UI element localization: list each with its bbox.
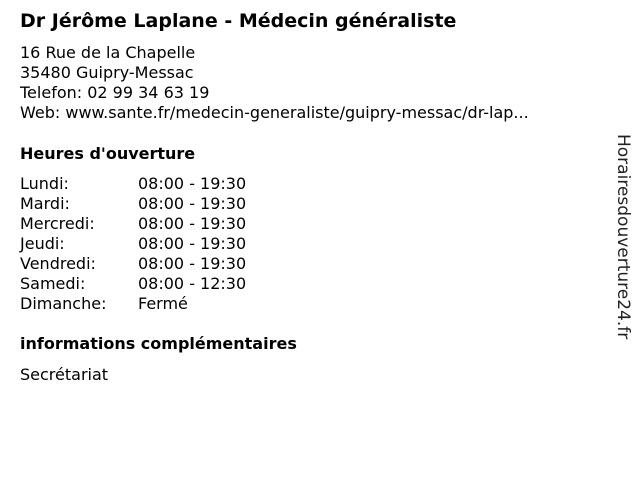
website-link[interactable]: Web: www.sante.fr/medecin-generaliste/guipry-messac/dr-lap... (20, 103, 529, 122)
time-value: 08:00 - 19:30 (138, 234, 247, 253)
hours-row-wednesday (20, 214, 246, 234)
opening-hours-table (20, 174, 246, 314)
address-street: 16 Rue de la Chapelle (20, 43, 196, 62)
day-label: Mercredi: (20, 214, 95, 233)
additional-info-heading: informations complémentaires (20, 334, 297, 353)
day-label: Lundi: (20, 174, 69, 193)
hours-row-monday (20, 174, 246, 194)
day-label: Mardi: (20, 194, 70, 213)
day-label: Jeudi: (20, 234, 65, 253)
time-value: 08:00 - 19:30 (138, 214, 247, 233)
time-value: 08:00 - 19:30 (138, 194, 247, 213)
time-value: 08:00 - 19:30 (138, 174, 247, 193)
site-watermark: Horairesdouverture24.fr (613, 134, 633, 340)
page-title: Dr Jérôme Laplane - Médecin généraliste (20, 10, 457, 32)
day-label: Vendredi: (20, 254, 96, 273)
hours-row-sunday (20, 294, 246, 314)
hours-row-thursday (20, 234, 246, 254)
opening-hours-heading: Heures d'ouverture (20, 144, 196, 163)
time-value: 08:00 - 19:30 (138, 254, 247, 273)
address-city: 35480 Guipry-Messac (20, 63, 194, 82)
time-value: 08:00 - 12:30 (138, 274, 247, 293)
hours-row-tuesday (20, 194, 246, 214)
phone-number[interactable]: Telefon: 02 99 34 63 19 (20, 83, 210, 102)
day-label: Samedi: (20, 274, 86, 293)
day-label: Dimanche: (20, 294, 107, 313)
time-value: Fermé (138, 294, 188, 313)
hours-row-friday (20, 254, 246, 274)
contact-block (20, 43, 529, 123)
additional-info-text: Secrétariat (20, 365, 109, 384)
hours-row-saturday (20, 274, 246, 294)
